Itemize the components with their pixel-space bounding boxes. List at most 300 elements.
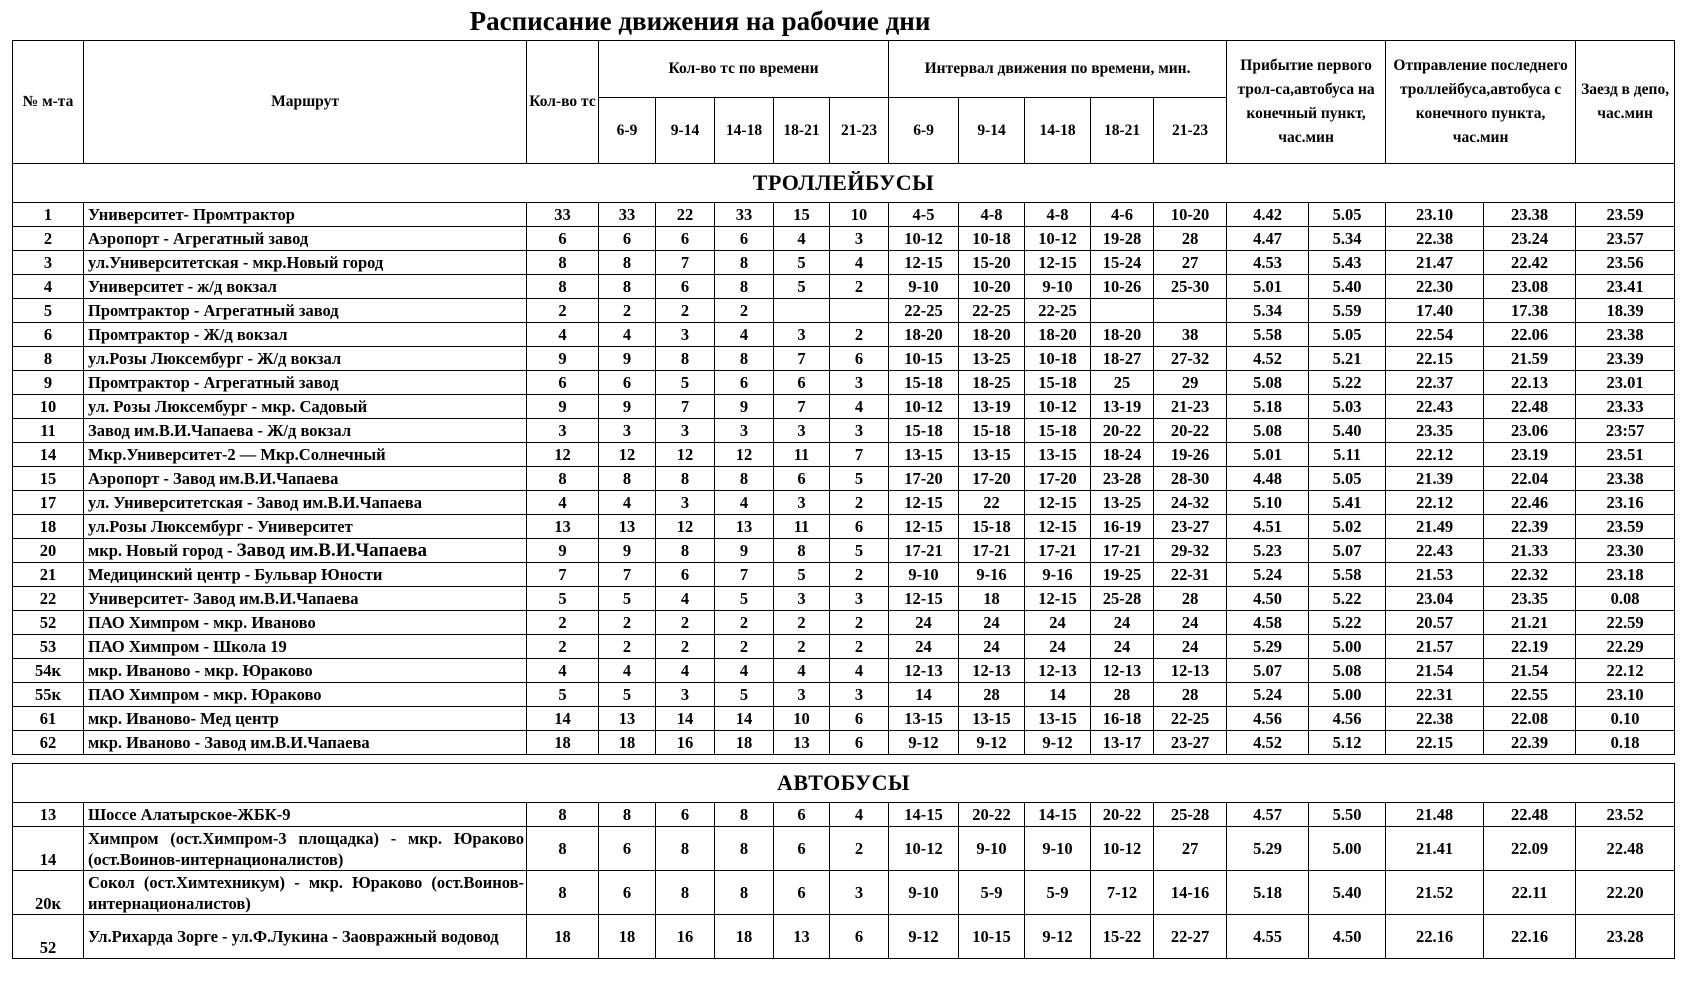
first-arrival-time: 5.08 — [1227, 371, 1309, 395]
route-number: 18 — [13, 515, 84, 539]
section-gap — [13, 755, 1675, 764]
route-name: Завод им.В.И.Чапаева - Ж/д вокзал — [84, 419, 527, 443]
interval-cell: 17-21 — [959, 539, 1025, 563]
header-route: Маршрут — [84, 41, 527, 164]
vehicle-count: 6 — [830, 915, 889, 959]
vehicle-count: 7 — [774, 347, 830, 371]
vehicle-count: 8 — [715, 871, 774, 915]
vehicle-count: 6 — [599, 827, 656, 871]
first-arrival-time: 5.01 — [1227, 443, 1309, 467]
vehicle-count: 2 — [599, 611, 656, 635]
interval-cell: 29-32 — [1154, 539, 1227, 563]
vehicle-count: 3 — [774, 491, 830, 515]
interval-cell: 22-27 — [1154, 915, 1227, 959]
table-row — [13, 515, 1675, 539]
last-departure-time: 21.54 — [1386, 659, 1484, 683]
vehicle-count: 2 — [715, 299, 774, 323]
last-departure-time: 21.49 — [1386, 515, 1484, 539]
vehicle-count: 4 — [830, 803, 889, 827]
interval-cell: 22-25 — [1025, 299, 1091, 323]
vehicle-count: 2 — [656, 611, 715, 635]
first-arrival-time: 4.48 — [1227, 467, 1309, 491]
vehicle-count: 8 — [599, 467, 656, 491]
interval-cell: 9-12 — [889, 731, 959, 755]
table-row — [13, 347, 1675, 371]
vehicle-count: 8 — [715, 275, 774, 299]
last-departure-time: 22.16 — [1484, 915, 1576, 959]
interval-cell: 7-12 — [1091, 871, 1154, 915]
last-departure-time: 23.10 — [1386, 203, 1484, 227]
route-name: Промтрактор - Агрегатный завод — [84, 299, 527, 323]
table-row — [13, 203, 1675, 227]
vehicle-count — [774, 299, 830, 323]
interval-cell: 19-26 — [1154, 443, 1227, 467]
vehicle-count: 3 — [830, 419, 889, 443]
last-departure-time: 21.41 — [1386, 827, 1484, 871]
vehicle-count: 7 — [599, 563, 656, 587]
vehicle-count: 6 — [774, 827, 830, 871]
interval-cell: 15-18 — [889, 371, 959, 395]
interval-cell: 9-16 — [959, 563, 1025, 587]
schedule-table — [12, 40, 1675, 959]
vehicle-count: 14 — [715, 707, 774, 731]
table-row — [13, 827, 1675, 871]
interval-cell: 27-32 — [1154, 347, 1227, 371]
first-arrival-time: 5.00 — [1309, 683, 1386, 707]
last-departure-time: 22.30 — [1386, 275, 1484, 299]
interval-cell: 4-6 — [1091, 203, 1154, 227]
vehicle-total: 8 — [527, 827, 599, 871]
last-departure-time: 22.04 — [1484, 467, 1576, 491]
vehicle-count: 9 — [599, 395, 656, 419]
vehicle-count: 6 — [656, 227, 715, 251]
interval-cell: 22-31 — [1154, 563, 1227, 587]
interval-cell: 15-18 — [1025, 419, 1091, 443]
interval-cell: 25 — [1091, 371, 1154, 395]
route-number: 15 — [13, 467, 84, 491]
first-arrival-time: 5.00 — [1309, 827, 1386, 871]
vehicle-count: 8 — [656, 347, 715, 371]
header-last-departure: Отправление последнего троллейбуса,автобуса с конечного пункта, час.мин — [1386, 41, 1576, 164]
depot-time: 23.59 — [1576, 203, 1675, 227]
first-arrival-time: 5.41 — [1309, 491, 1386, 515]
interval-cell: 12-15 — [889, 587, 959, 611]
vehicle-count: 4 — [599, 491, 656, 515]
vehicle-count: 3 — [830, 871, 889, 915]
vehicle-count: 2 — [715, 635, 774, 659]
first-arrival-time: 4.42 — [1227, 203, 1309, 227]
vehicle-count: 4 — [774, 227, 830, 251]
depot-time: 23.30 — [1576, 539, 1675, 563]
first-arrival-time: 5.58 — [1309, 563, 1386, 587]
first-arrival-time: 5.40 — [1309, 275, 1386, 299]
interval-cell: 27 — [1154, 827, 1227, 871]
last-departure-time: 22.16 — [1386, 915, 1484, 959]
route-name: Университет- Завод им.В.И.Чапаева — [84, 587, 527, 611]
interval-cell: 18-20 — [1091, 323, 1154, 347]
last-departure-time: 22.06 — [1484, 323, 1576, 347]
vehicle-count: 3 — [774, 419, 830, 443]
interval-cell: 15-24 — [1091, 251, 1154, 275]
interval-cell: 20-22 — [1091, 803, 1154, 827]
vehicle-count: 6 — [774, 803, 830, 827]
first-arrival-time: 5.22 — [1309, 611, 1386, 635]
last-departure-time: 22.13 — [1484, 371, 1576, 395]
interval-cell: 10-15 — [889, 347, 959, 371]
vehicle-count: 8 — [715, 803, 774, 827]
interval-cell: 13-15 — [889, 443, 959, 467]
first-arrival-time: 4.47 — [1227, 227, 1309, 251]
vehicle-count: 2 — [830, 611, 889, 635]
vehicle-count: 5 — [599, 683, 656, 707]
interval-cell: 22 — [959, 491, 1025, 515]
route-number: 9 — [13, 371, 84, 395]
interval-cell: 25-28 — [1091, 587, 1154, 611]
page-title: Расписание движения на рабочие дни — [469, 6, 931, 36]
interval-cell: 15-18 — [1025, 371, 1091, 395]
last-departure-time: 22.32 — [1484, 563, 1576, 587]
vehicle-count: 8 — [656, 467, 715, 491]
interval-cell: 24 — [959, 611, 1025, 635]
vehicle-total: 18 — [527, 915, 599, 959]
interval-cell: 24 — [1091, 635, 1154, 659]
route-name: ПАО Химпром - мкр. Иваново — [84, 611, 527, 635]
first-arrival-time: 5.34 — [1309, 227, 1386, 251]
interval-cell: 23-27 — [1154, 731, 1227, 755]
vehicle-count: 2 — [599, 635, 656, 659]
interval-cell: 18-20 — [1025, 323, 1091, 347]
interval-cell: 19-28 — [1091, 227, 1154, 251]
route-name: Университет- Промтрактор — [84, 203, 527, 227]
interval-cell: 24 — [1025, 635, 1091, 659]
route-number: 52 — [13, 611, 84, 635]
vehicle-count: 2 — [830, 635, 889, 659]
interval-cell: 23-27 — [1154, 515, 1227, 539]
vehicle-count: 4 — [715, 491, 774, 515]
vehicle-count: 10 — [830, 203, 889, 227]
vehicle-count: 3 — [656, 323, 715, 347]
table-row — [13, 635, 1675, 659]
vehicle-count: 6 — [715, 227, 774, 251]
section-trolleybus: ТРОЛЛЕЙБУСЫ — [13, 164, 1675, 203]
interval-cell: 13-19 — [1091, 395, 1154, 419]
last-departure-time: 17.38 — [1484, 299, 1576, 323]
interval-cell: 9-10 — [959, 827, 1025, 871]
interval-cell: 22-25 — [959, 299, 1025, 323]
interval-cell: 4-5 — [889, 203, 959, 227]
first-arrival-time: 5.11 — [1309, 443, 1386, 467]
table-row — [13, 539, 1675, 563]
route-name: Университет - ж/д вокзал — [84, 275, 527, 299]
interval-cell: 15-18 — [959, 515, 1025, 539]
vehicle-count: 10 — [774, 707, 830, 731]
route-number: 13 — [13, 803, 84, 827]
depot-time: 23.18 — [1576, 563, 1675, 587]
depot-time: 23.38 — [1576, 323, 1675, 347]
route-name: Медицинский центр - Бульвар Юности — [84, 563, 527, 587]
vehicle-count: 6 — [830, 515, 889, 539]
depot-time: 22.20 — [1576, 871, 1675, 915]
first-arrival-time: 4.56 — [1227, 707, 1309, 731]
header-route-no: № м-та — [13, 41, 84, 164]
vehicle-count: 3 — [656, 419, 715, 443]
table-row — [13, 323, 1675, 347]
vehicle-count: 3 — [830, 683, 889, 707]
first-arrival-time: 5.50 — [1309, 803, 1386, 827]
vehicle-count: 6 — [774, 871, 830, 915]
interval-cell: 25-30 — [1154, 275, 1227, 299]
vehicle-count: 9 — [715, 539, 774, 563]
depot-time: 23.38 — [1576, 467, 1675, 491]
vehicle-total: 18 — [527, 731, 599, 755]
last-departure-time: 20.57 — [1386, 611, 1484, 635]
table-row — [13, 227, 1675, 251]
interval-cell: 9-16 — [1025, 563, 1091, 587]
interval-cell: 24 — [1154, 635, 1227, 659]
header-count-by-time: Кол-во тс по времени — [599, 41, 889, 98]
last-departure-time: 21.33 — [1484, 539, 1576, 563]
interval-cell: 10-12 — [1025, 227, 1091, 251]
vehicle-count: 6 — [656, 563, 715, 587]
vehicle-count: 2 — [774, 635, 830, 659]
table-row — [13, 587, 1675, 611]
vehicle-count: 8 — [656, 827, 715, 871]
header-count-period: 9-14 — [656, 98, 715, 164]
interval-cell: 13-15 — [1025, 443, 1091, 467]
interval-cell: 18-27 — [1091, 347, 1154, 371]
vehicle-total: 9 — [527, 395, 599, 419]
vehicle-count: 6 — [774, 467, 830, 491]
last-departure-time: 22.08 — [1484, 707, 1576, 731]
header-interval-period: 9-14 — [959, 98, 1025, 164]
interval-cell: 12-15 — [1025, 587, 1091, 611]
route-name: Мкр.Университет-2 — Мкр.Солнечный — [84, 443, 527, 467]
header-interval-period: 21-23 — [1154, 98, 1227, 164]
first-arrival-time: 5.40 — [1309, 419, 1386, 443]
first-arrival-time: 5.07 — [1309, 539, 1386, 563]
first-arrival-time: 5.43 — [1309, 251, 1386, 275]
vehicle-count: 13 — [715, 515, 774, 539]
route-name: ул. Университетская - Завод им.В.И.Чапаева — [84, 491, 527, 515]
first-arrival-time: 5.58 — [1227, 323, 1309, 347]
vehicle-count: 7 — [830, 443, 889, 467]
table-row — [13, 395, 1675, 419]
interval-cell: 9-10 — [889, 563, 959, 587]
last-departure-time: 21.48 — [1386, 803, 1484, 827]
vehicle-count: 3 — [715, 419, 774, 443]
interval-cell: 18-20 — [889, 323, 959, 347]
interval-cell: 22-25 — [889, 299, 959, 323]
interval-cell: 24-32 — [1154, 491, 1227, 515]
vehicle-count — [830, 299, 889, 323]
interval-cell: 4-8 — [1025, 203, 1091, 227]
last-departure-time: 22.54 — [1386, 323, 1484, 347]
last-departure-time: 23.35 — [1386, 419, 1484, 443]
interval-cell: 13-25 — [959, 347, 1025, 371]
route-name: ПАО Химпром - мкр. Юраково — [84, 683, 527, 707]
route-number: 55к — [13, 683, 84, 707]
route-name: ул.Розы Люксембург - Ж/д вокзал — [84, 347, 527, 371]
vehicle-count: 9 — [599, 347, 656, 371]
last-departure-time: 21.59 — [1484, 347, 1576, 371]
vehicle-total: 8 — [527, 467, 599, 491]
vehicle-count: 12 — [656, 443, 715, 467]
first-arrival-time: 5.07 — [1227, 659, 1309, 683]
route-name: мкр. Иваново - мкр. Юраково — [84, 659, 527, 683]
interval-cell: 12-15 — [1025, 251, 1091, 275]
route-name: ПАО Химпром - Школа 19 — [84, 635, 527, 659]
last-departure-time: 23.24 — [1484, 227, 1576, 251]
table-row — [13, 563, 1675, 587]
interval-cell: 20-22 — [1154, 419, 1227, 443]
table-row — [13, 659, 1675, 683]
vehicle-count: 2 — [830, 323, 889, 347]
table-row — [13, 251, 1675, 275]
first-arrival-time: 5.02 — [1309, 515, 1386, 539]
interval-cell: 17-21 — [889, 539, 959, 563]
vehicle-count: 5 — [715, 683, 774, 707]
vehicle-count: 18 — [599, 915, 656, 959]
interval-cell: 9-10 — [1025, 827, 1091, 871]
interval-cell: 10-12 — [1025, 395, 1091, 419]
vehicle-count: 7 — [774, 395, 830, 419]
first-arrival-time: 4.51 — [1227, 515, 1309, 539]
interval-cell: 16-19 — [1091, 515, 1154, 539]
table-row — [13, 275, 1675, 299]
vehicle-count: 33 — [715, 203, 774, 227]
vehicle-count: 8 — [599, 275, 656, 299]
route-name: ул.Университетская - мкр.Новый город — [84, 251, 527, 275]
first-arrival-time: 4.50 — [1309, 915, 1386, 959]
interval-cell: 18-25 — [959, 371, 1025, 395]
vehicle-count: 4 — [656, 659, 715, 683]
interval-cell: 24 — [1154, 611, 1227, 635]
last-departure-time: 22.39 — [1484, 515, 1576, 539]
route-number: 61 — [13, 707, 84, 731]
vehicle-total: 13 — [527, 515, 599, 539]
route-name: ул. Розы Люксембург - мкр. Садовый — [84, 395, 527, 419]
last-departure-time: 22.11 — [1484, 871, 1576, 915]
interval-cell: 15-20 — [959, 251, 1025, 275]
depot-time: 0.18 — [1576, 731, 1675, 755]
vehicle-count: 4 — [830, 395, 889, 419]
interval-cell: 17-21 — [1091, 539, 1154, 563]
interval-cell: 10-12 — [889, 395, 959, 419]
route-number: 10 — [13, 395, 84, 419]
last-departure-time: 22.43 — [1386, 395, 1484, 419]
vehicle-count: 11 — [774, 515, 830, 539]
last-departure-time: 22.31 — [1386, 683, 1484, 707]
vehicle-count: 2 — [599, 299, 656, 323]
gap-cell — [13, 755, 1675, 764]
header-count-period: 14-18 — [715, 98, 774, 164]
interval-cell: 18-20 — [959, 323, 1025, 347]
interval-cell: 13-15 — [959, 443, 1025, 467]
first-arrival-time: 4.52 — [1227, 347, 1309, 371]
vehicle-count: 8 — [656, 539, 715, 563]
interval-cell: 24 — [959, 635, 1025, 659]
first-arrival-time: 5.03 — [1309, 395, 1386, 419]
vehicle-count: 6 — [774, 371, 830, 395]
vehicle-count: 4 — [599, 323, 656, 347]
route-number: 17 — [13, 491, 84, 515]
interval-cell: 10-18 — [959, 227, 1025, 251]
table-row — [13, 419, 1675, 443]
vehicle-count: 6 — [715, 371, 774, 395]
interval-cell: 20-22 — [1091, 419, 1154, 443]
vehicle-count: 18 — [715, 915, 774, 959]
interval-cell: 24 — [1091, 611, 1154, 635]
vehicle-total: 14 — [527, 707, 599, 731]
vehicle-count: 2 — [774, 611, 830, 635]
vehicle-count: 8 — [774, 539, 830, 563]
interval-cell: 24 — [1025, 611, 1091, 635]
vehicle-count: 4 — [774, 659, 830, 683]
interval-cell: 18-24 — [1091, 443, 1154, 467]
section-row — [13, 764, 1675, 803]
interval-cell: 9-10 — [889, 275, 959, 299]
route-number: 11 — [13, 419, 84, 443]
route-number: 21 — [13, 563, 84, 587]
route-name — [84, 539, 527, 563]
vehicle-count: 6 — [599, 371, 656, 395]
vehicle-count: 5 — [830, 467, 889, 491]
header-interval-by-time: Интервал движения по времени, мин. — [889, 41, 1227, 98]
vehicle-count: 5 — [715, 587, 774, 611]
first-arrival-time: 5.59 — [1309, 299, 1386, 323]
vehicle-count: 2 — [656, 635, 715, 659]
interval-cell: 14-15 — [1025, 803, 1091, 827]
vehicle-total: 2 — [527, 611, 599, 635]
interval-cell: 15-18 — [889, 419, 959, 443]
interval-cell — [1091, 299, 1154, 323]
table-row — [13, 299, 1675, 323]
vehicle-count: 5 — [774, 251, 830, 275]
first-arrival-time: 5.08 — [1227, 419, 1309, 443]
vehicle-count: 2 — [830, 275, 889, 299]
vehicle-total: 4 — [527, 323, 599, 347]
first-arrival-time: 5.21 — [1309, 347, 1386, 371]
vehicle-count: 2 — [715, 611, 774, 635]
vehicle-count: 9 — [715, 395, 774, 419]
vehicle-count: 8 — [715, 347, 774, 371]
route-number: 52 — [13, 915, 84, 959]
vehicle-count: 5 — [774, 275, 830, 299]
first-arrival-time: 5.40 — [1309, 871, 1386, 915]
vehicle-total: 2 — [527, 299, 599, 323]
vehicle-count: 8 — [599, 251, 656, 275]
interval-cell: 10-26 — [1091, 275, 1154, 299]
last-departure-time: 21.53 — [1386, 563, 1484, 587]
interval-cell: 18 — [959, 587, 1025, 611]
vehicle-count: 3 — [656, 491, 715, 515]
vehicle-count: 8 — [715, 467, 774, 491]
vehicle-count: 4 — [715, 323, 774, 347]
interval-cell: 10-12 — [889, 827, 959, 871]
vehicle-total: 8 — [527, 251, 599, 275]
last-departure-time: 21.52 — [1386, 871, 1484, 915]
interval-cell: 12-15 — [889, 251, 959, 275]
last-departure-time: 22.48 — [1484, 395, 1576, 419]
depot-time: 23.39 — [1576, 347, 1675, 371]
first-arrival-time: 5.29 — [1227, 635, 1309, 659]
vehicle-count: 2 — [830, 827, 889, 871]
first-arrival-time: 5.18 — [1227, 395, 1309, 419]
first-arrival-time: 5.34 — [1227, 299, 1309, 323]
vehicle-count: 12 — [715, 443, 774, 467]
last-departure-time: 21.21 — [1484, 611, 1576, 635]
first-arrival-time: 5.00 — [1309, 635, 1386, 659]
